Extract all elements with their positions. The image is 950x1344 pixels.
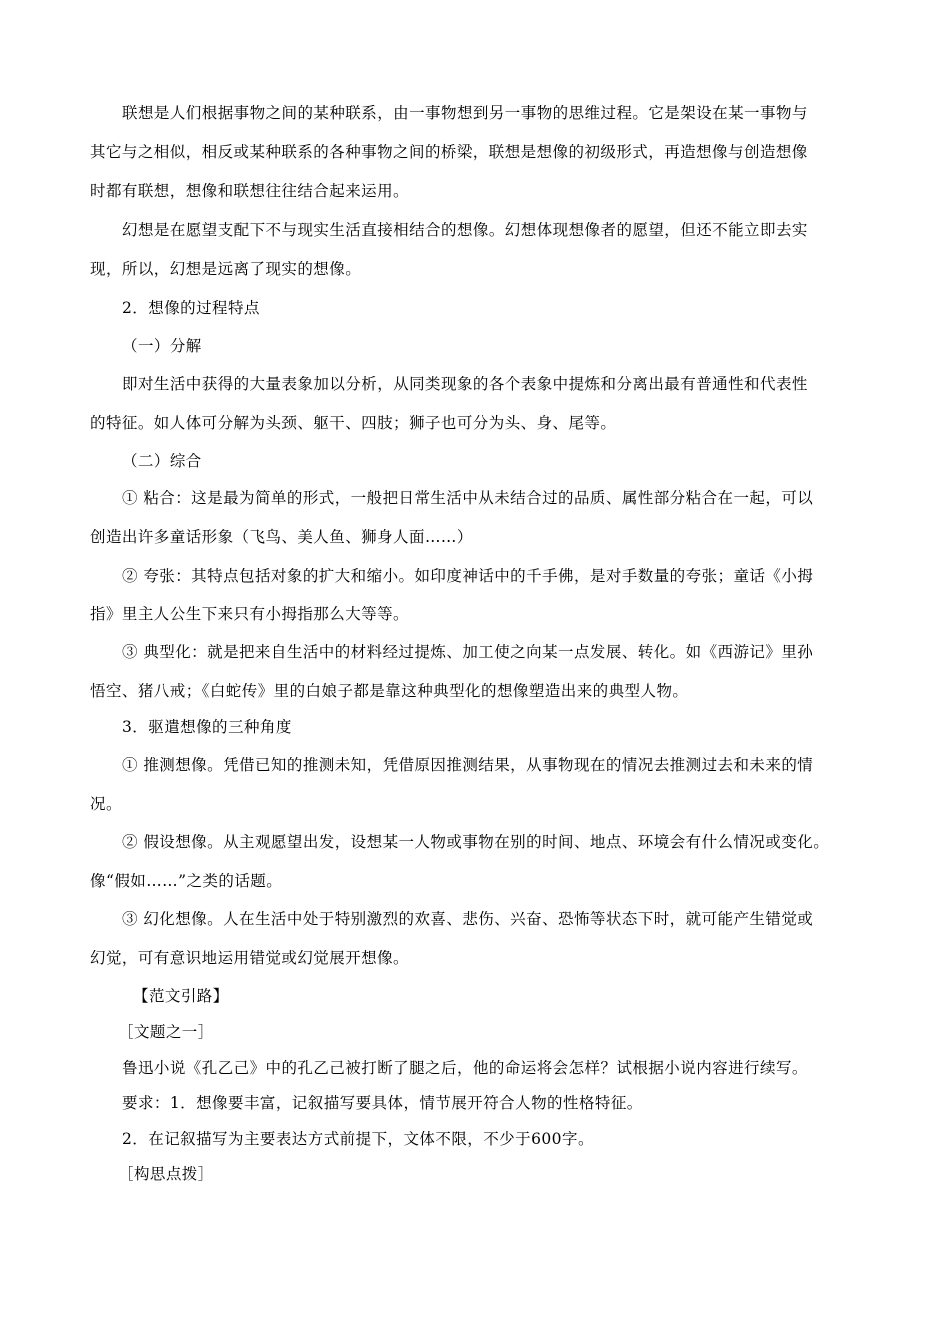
requirement-2: 2．在记叙描写为主要表达方式前提下，文体不限，不少于600字。	[122, 1130, 594, 1148]
para-suppose-line-1: ② 假设想像。从主观愿望出发，设想某一人物或事物在别的时间、地点、环境会有什么情况或变化。	[122, 833, 830, 851]
para-typify-line-1: ③ 典型化：就是把来自生活中的材料经过提炼、加工使之向某一点发展、转化。如《西游记》里孙	[122, 643, 814, 661]
para-illusion-line-2: 幻觉，可有意识地运用错觉或幻觉展开想像。	[90, 949, 410, 967]
para-infer-line-1: ① 推测想像。凭借已知的推测未知，凭借原因推测结果，从事物现在的情况去推测过去和未来的情	[122, 756, 814, 774]
para-infer-line-2: 况。	[90, 795, 122, 813]
idea-label: ［构思点拨］	[118, 1165, 214, 1183]
para-decompose-line-2: 的特征。如人体可分解为头颈、躯干、四肢；狮子也可分为头、身、尾等。	[90, 414, 617, 432]
subheading-decompose: （一）分解	[122, 337, 202, 355]
para-fantasy-line-1: 幻想是在愿望支配下不与现实生活直接相结合的想像。幻想体现想像者的愿望，但还不能立即去实	[122, 221, 808, 239]
para-association-line-2: 其它与之相似，相反或某种联系的各种事物之间的桥梁，联想是想像的初级形式，再造想像与创造想像	[90, 143, 808, 161]
section-title-model-essay: 【范文引路】	[133, 987, 229, 1005]
para-suppose-line-2: 像“假如……”之类的话题。	[90, 872, 283, 890]
para-glue-line-1: ① 粘合：这是最为简单的形式，一般把日常生活中从未结合过的品质、属性部分粘合在一起，可以	[122, 489, 814, 507]
para-association-line-1: 联想是人们根据事物之间的某种联系，由一事物想到另一事物的思维过程。它是架设在某一事物与	[122, 104, 808, 122]
para-association-line-3: 时都有联想，想像和联想往往结合起来运用。	[90, 182, 410, 200]
para-illusion-line-1: ③ 幻化想像。人在生活中处于特别激烈的欢喜、悲伤、兴奋、恐怖等状态下时，就可能产生错觉或	[122, 910, 814, 928]
subheading-synthesis: （二）综合	[122, 452, 202, 470]
heading-three-angles: 3．驱遣想像的三种角度	[122, 718, 292, 736]
para-decompose-line-1: 即对生活中获得的大量表象加以分析，从同类现象的各个表象中提炼和分离出最有普通性和代表性	[122, 375, 808, 393]
para-fantasy-line-2: 现，所以，幻想是远离了现实的想像。	[90, 260, 362, 278]
para-glue-line-2: 创造出许多童话形象（飞鸟、美人鱼、狮身人面……）	[90, 528, 473, 546]
para-exaggerate-line-1: ② 夸张：其特点包括对象的扩大和缩小。如印度神话中的千手佛，是对手数量的夸张；童话《小拇	[122, 567, 814, 585]
topic-label: ［文题之一］	[118, 1023, 214, 1041]
para-exaggerate-line-2: 指》里主人公生下来只有小拇指那么大等等。	[90, 605, 410, 623]
heading-process-features: 2．想像的过程特点	[122, 299, 260, 317]
topic-text: 鲁迅小说《孔乙己》中的孔乙己被打断了腿之后，他的命运将会怎样？试根据小说内容进行续写。	[122, 1059, 808, 1077]
para-typify-line-2: 悟空、猪八戒；《白蛇传》里的白娘子都是靠这种典型化的想像塑造出来的典型人物。	[90, 682, 689, 700]
requirement-1: 要求：1．想像要丰富，记叙描写要具体，情节展开符合人物的性格特征。	[122, 1094, 643, 1112]
